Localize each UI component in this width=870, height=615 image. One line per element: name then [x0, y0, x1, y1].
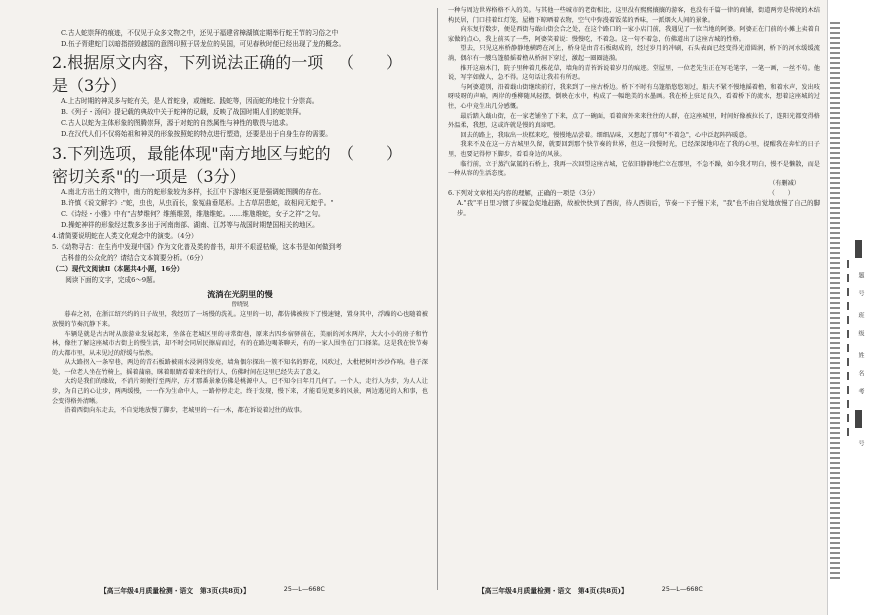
- right-footer: [478, 585, 703, 595]
- binding-label: 题: [857, 272, 864, 278]
- article-paragraph: 车辆是就是古古时从旅游业发展起来，坐落在老城区里的寻常街巷，原来古四乡宿驿前在，美丽的河水两岸，大大小小的房子和竹林，像往了解这座城市古街上的慢生活，却不时会同居民擦肩而过，有的在路边喝茶聊天，有的一家人围坐在门口择菜。这是我在快节奏的大都市里，从未见过的舒缓与怡然。: [52, 330, 428, 357]
- source-note: （有删减）: [769, 179, 800, 187]
- q2-option-c: C.古人以蛇为主体形象的图腾崇拜，源于对蛇的自然属性与神性的敬畏与追求。: [61, 119, 293, 128]
- binding-label: 级: [857, 330, 864, 336]
- question-5-line-1: 5.《动物寻古：在生肖中发现中国》作为文化普及类的普书，却并不艰涩枯燥，这本书是如何做到考: [52, 243, 342, 252]
- question-2-stem: 2.根据原文内容，下列说法正确的一项是（3分） （ ）: [52, 53, 402, 96]
- article-paragraph: 向东复行数步，便是西街与蕺山街会合之处，在这个路口的一家小店门前，我遇见了一位当地的阿婆。阿婆正在门前的小摊上卖着自家做的点心，我上前买了一些，阿婆笑着说：慢慢吃，不着急。这一句不着急，仿佛道出了这座古城的性格。: [448, 26, 820, 43]
- option-c-top: C.古人蛇崇拜的痕迹，不仅见于众多文物之中，还见于福建省樟湖镇定期举行蛇王节的习俗之中: [61, 29, 339, 37]
- right-footer-label: 【高三年级4月质量检测・语文 第4页(共8页)】: [478, 587, 628, 595]
- left-footer-code: 25—L—668C: [283, 585, 325, 593]
- left-footer-label: 【高三年级4月质量检测・语文 第3页(共8页)】: [100, 587, 250, 595]
- q3-option-b: B.许慎《说文解字》:"蛇，虫也，从虫而长，象冤曲垂尾形。上古草居患蛇，故相问无蛇乎。": [61, 198, 334, 207]
- article-paragraph: 临行前，立于蒸汽氤氲的石桥上，我再一次回望这座古城，它依旧静静地伫立在那里，不急不躁，如今我才明白，慢不是懒散，而是一种从容的生活态度。: [448, 160, 820, 178]
- left-footer: [100, 585, 325, 595]
- question-4: 4.请简要说明蛇在人类文化观念中的演变。（4分）: [52, 231, 198, 240]
- binding-label: 号: [857, 290, 864, 296]
- q3-option-c: C.《诗经・小雅》中有"吉梦维何？维熊维罴，维虺维蛇。……维虺维蛇，女子之祥"之句。: [61, 209, 325, 218]
- binding-label: 考: [857, 388, 864, 394]
- q3-option-a: A.南北方出土的文物中，南方的蛇形象较为多样，长江中下游地区更是强调蛇图腾的存在。: [61, 187, 326, 196]
- article-paragraph: 一种与周边世界格格不入的美。与其他一些城市的老街相比，这里没有熙熙攘攘的游客，也没有千篇一律的商铺，街道两旁是传统的木结构民居，门口挂着红灯笼，屋檐下晾晒着衣物，空气中弥漫着饭菜的香味，一派烟火人间的景象。: [448, 7, 820, 24]
- article-paragraph: 我来不及在这一方古城里久留，就要回到那个快节奏的世界，但这一段慢时光，已经深深地印在了我的心里，提醒我在奔忙的日子里，也要记得停下脚步，看看身边的风景。: [448, 141, 820, 158]
- article-paragraph: 从大路拐入一条窄巷，两边的青石板路被雨水浸润得发亮，墙角偶尔探出一簇不知名的野花，风吹过，大枇杷树叶沙沙作响。巷子深处，一位老人坐在竹椅上，摇着蒲扇，眯着眼睛看着来往的行人，仿佛时间在这里已经失去了意义。: [52, 359, 428, 376]
- q3-option-d: D.操蛇神祥的形象经过数多多出于河南南部、湖南、江苏等与战国时期楚国相关的地区。: [61, 220, 319, 229]
- section-heading: （二）现代文阅读Ⅱ（本题共4小题，16分）: [52, 265, 184, 274]
- article-paragraph: 推开这扇木门，院子里种着几株花草，墙角的青苔诉说着岁月的痕迹。堂屋里，一位老先生正在写毛笔字，一笔一画，一丝不苟。他说，写字如做人，急不得。这句话让我若有所思。: [448, 64, 820, 82]
- binding-label: 号: [857, 440, 864, 446]
- binding-strip: [827, 0, 870, 615]
- binding-label: 姓: [857, 352, 864, 358]
- binding-mark: [855, 410, 862, 428]
- q2-option-b: B.《列子・汤问》提记载的典故中关于蛇神的记载，反映了战国时期人们的蛇崇拜。: [61, 108, 306, 117]
- q2-option-d: D.在汉代人们不仅将始祖和神灵的形象按照蛇的特点进行塑造，还要是出于自身生存的需要。: [61, 130, 332, 139]
- binding-cut-line: [847, 260, 849, 440]
- reading-instruction: 阅读下面的文字，完成6～9题。: [65, 276, 160, 285]
- binding-label: 名: [857, 370, 864, 376]
- q2-option-a: A.上古时期的神灵多与蛇有关，是人首蛇身，或缠蛇、践蛇等，因而蛇的地位十分崇高。: [61, 97, 319, 106]
- question-6-stem: 6.下列对文章相关内容的理解，正确的一项是（3分） （ ）: [448, 189, 794, 198]
- right-footer-code: 25—L—668C: [661, 585, 703, 593]
- article-paragraph: 沿着西街向东走去，不自觉地放慢了脚步，老城里的一石一木，都在诉说着过往的故事。: [64, 407, 306, 415]
- article-paragraph: 回去的路上，我取出一块糕来吃，慢慢地品尝着。细细品味，又想起了那句"不着急"，心中泛起阵阵暖意。: [460, 131, 751, 139]
- option-d-top: D.伍子胥建蛇门以暗指搭毁越国的意图印照于居龙位的吴国，可见春秋时便已经出现了龙的概念。: [61, 40, 346, 49]
- question-3-stem: 3.下列选项，最能体现"南方地区与蛇的密切关系"的一项是（3分） （ ）: [52, 143, 402, 186]
- article-paragraph: 与阿婆道别，沿着蕺山街继续前行，我来到了一座古桥边。桥下不时有乌篷船悠悠划过，船夫不紧不慢地摇着橹，和着水声，发出吱呀吱呀的声响，两岸的垂柳随风轻摆，倒映在水中，构成了一幅绝美的水墨画。我在桥上驻足良久，看着桥下的流水，想着这座城的过往，心中竟生出几分感慨。: [448, 83, 820, 110]
- article-author: 曾晓锐: [231, 302, 249, 309]
- q6-option-a: A."我"平日里习惯了步履急促地赶路，故被快快到了西街，待人西街后，节奏一下子慢下来，"我"也不由自觉地放慢了自己的脚步。: [457, 199, 820, 218]
- article-title: 流淌在光阴里的慢: [207, 289, 273, 300]
- binding-mark: [855, 240, 862, 258]
- right-page: [438, 0, 828, 615]
- binding-label: 班: [857, 312, 864, 318]
- article-paragraph: 暮春之初，在浙江绍兴约的日子故里，我经历了一场慢的洗礼。这里的一切，都仿佛被按下了慢速键，置身其中，浮躁的心也随着被放慢的节奏沉静下来。: [52, 311, 428, 328]
- question-5-line-2: 古科普的公众化的？请结合文本简要分析。（6分）: [61, 254, 207, 263]
- article-paragraph: 望去，只见这座桥静静地横跨在河上，桥身是由青石板砌成的，经过岁月的冲刷，石头表面已经变得光滑圆润，桥下的河水缓缓流淌，偶尔有一艘乌篷船摇着橹从桥洞下穿过，激起一圈圈涟漪。: [448, 45, 820, 62]
- article-paragraph: 最后踏入蕺山街，在一家老铺坐了下来，点了一碗面，看着窗外来来往往的人群，在这座城里，时间好像被拉长了，连阳光都变得格外温柔，我想，这或许就是慢的真谛吧。: [448, 112, 820, 130]
- article-paragraph: 大约是我们的缘故，不消片刻便行至两岸，方才那番景象仿佛是桃源中人，已不知今日年月几何了。一个人，走行人为步，为人人让步，为自己的心让步，两两缓慢，一一作为生命中人，一路停停走走，终于发现，慢下来，才能看见更多的风景，两边遇见的人和事，也会变得格外清晰。: [52, 378, 428, 405]
- binding-dots: [830, 22, 840, 582]
